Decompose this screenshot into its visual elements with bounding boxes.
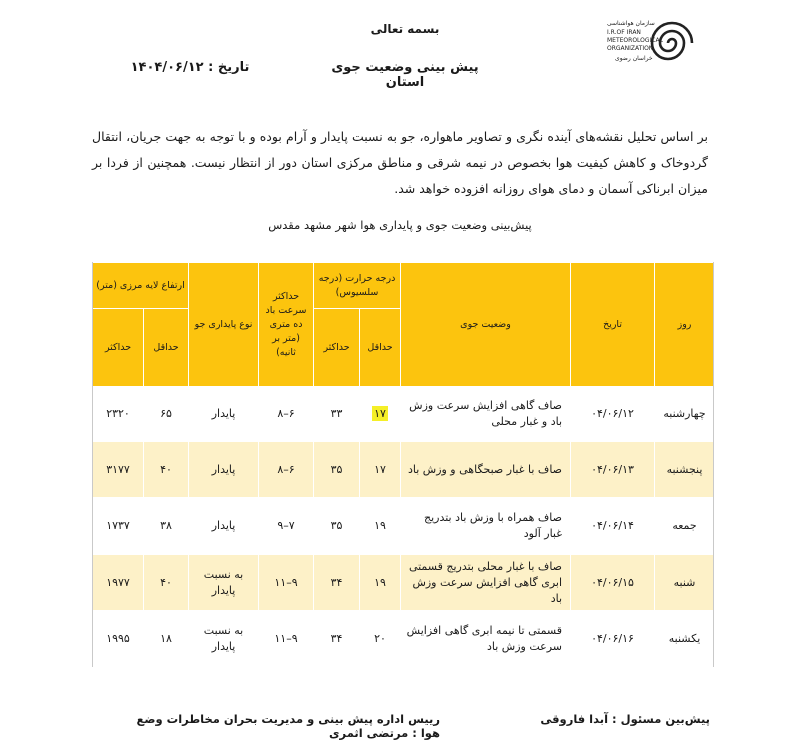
cell-temp-max: ۳۵ — [314, 442, 360, 498]
cell-mix-max: ۱۹۹۵ — [93, 611, 144, 668]
cell-mix-max: ۲۳۲۰ — [93, 387, 144, 442]
cell-stability: پایدار — [189, 387, 259, 442]
intro-paragraph: بر اساس تحلیل نقشه‌های آینده نگری و تصاویر ماهواره، جو به نسبت پایدار و آرام بوده و با توجه به جهت جریان، انتقال گردوخاک و کاهش کیفیت هوا بخصوص در نیمه شرقی و مناطق مرکزی استان دور از انتظار نیست. همچنین از فردا بر میزان ابرناکی آسمان و دمای هوای روزانه افزوده خواهد شد. — [92, 129, 708, 196]
logo-line-3: METEOROLOGICAL — [607, 37, 663, 44]
cell-date: ۰۴/۰۶/۱۳ — [571, 442, 655, 498]
meteorological-organization-logo — [605, 14, 695, 72]
cell-temp-min: ۱۹ — [360, 498, 401, 555]
department-head-name: مرتضی اثمری — [329, 726, 409, 740]
table-row — [93, 555, 715, 611]
cell-date: ۰۴/۰۶/۱۴ — [571, 498, 655, 555]
header-temp-min: حداقل — [360, 309, 401, 387]
date-label: تاریخ : — [208, 60, 250, 75]
cell-day: شنبه — [655, 555, 715, 611]
cell-day: جمعه — [655, 498, 715, 555]
bismillah-heading: بسمه تعالی — [370, 22, 440, 36]
cell-stability: به نسبت پایدار — [189, 555, 259, 611]
cell-stability: به نسبت پایدار — [189, 611, 259, 668]
cell-date: ۰۴/۰۶/۱۵ — [571, 555, 655, 611]
header-mixing-group: ارتفاع لایه مرزی (متر) — [93, 263, 189, 309]
date-value: ۱۴۰۴/۰۶/۱۲ — [130, 60, 204, 75]
cell-temp-min: ۱۹ — [360, 555, 401, 611]
logo-line-2: I.R.OF IRAN — [607, 29, 641, 36]
cell-temp-max: ۳۴ — [314, 611, 360, 668]
logo-line-5: خراسان رضوی — [615, 55, 653, 62]
cell-wind: ۹–۱۱ — [259, 611, 314, 668]
cell-mix-min: ۱۸ — [144, 611, 189, 668]
header-temperature-group: درجه حرارت (درجه سلسیوس) — [314, 263, 401, 309]
header-day: روز — [655, 263, 715, 387]
cell-mix-min: ۳۸ — [144, 498, 189, 555]
forecaster-signature-line — [515, 712, 710, 726]
cell-temp-min: ۱۷ — [360, 442, 401, 498]
cell-temp-max: ۳۴ — [314, 555, 360, 611]
forecast-table — [92, 262, 715, 668]
cell-mix-min: ۶۵ — [144, 387, 189, 442]
logo-line-4: ORGANIZATION — [607, 45, 654, 52]
page-title: پیش بینی وضعیت جوی استان — [331, 60, 479, 90]
header-temp-max: حداکثر — [314, 309, 360, 387]
cell-condition: صاف با غبار محلی بتدریج قسمتی ابری گاهی افزایش سرعت وزش باد — [401, 555, 571, 611]
header-date: تاریخ — [571, 263, 655, 387]
cell-date: ۰۴/۰۶/۱۲ — [571, 387, 655, 442]
table-row — [93, 611, 715, 668]
cell-condition: صاف همراه با وزش باد بتدریج غبار آلود — [401, 498, 571, 555]
highlighted-value: ۱۷ — [374, 407, 386, 420]
cell-wind: ۶–۸ — [259, 442, 314, 498]
cell-mix-max: ۱۹۷۷ — [93, 555, 144, 611]
date-line — [120, 60, 260, 75]
cell-stability: پایدار — [189, 498, 259, 555]
table-row — [93, 387, 715, 442]
cell-condition: قسمتی تا نیمه ابری گاهی افزایش سرعت وزش باد — [401, 611, 571, 668]
cell-temp-max: ۳۳ — [314, 387, 360, 442]
header-wind: حداکثر سرعت باد ده متری (متر بر ثانیه) — [259, 263, 314, 387]
cell-day: یکشنبه — [655, 611, 715, 668]
cell-day: چهارشنبه — [655, 387, 715, 442]
cell-wind: ۷–۹ — [259, 498, 314, 555]
cell-condition: صاف گاهی افزایش سرعت وزش باد و غبار محلی — [401, 387, 571, 442]
cell-stability: پایدار — [189, 442, 259, 498]
cell-date: ۰۴/۰۶/۱۶ — [571, 611, 655, 668]
department-head-label: رییس اداره پیش بینی و مدیریت بحران مخاطرات وضع هوا : — [136, 712, 440, 740]
cell-wind: ۶–۸ — [259, 387, 314, 442]
header-stability: نوع پایداری جو — [189, 263, 259, 387]
table-row — [93, 498, 715, 555]
table-caption: پیش‌بینی وضعیت جوی و پایداری هوا شهر مشهد مقدس — [268, 218, 532, 232]
table-row — [93, 442, 715, 498]
cell-temp-min: ۲۰ — [360, 611, 401, 668]
forecaster-name: آبدا فاروقی — [540, 712, 609, 726]
cell-mix-min: ۴۰ — [144, 555, 189, 611]
cell-temp-min — [360, 387, 401, 442]
cell-mix-max: ۳۱۷۷ — [93, 442, 144, 498]
cell-condition: صاف با غبار صبحگاهی و وزش باد — [401, 442, 571, 498]
header-mix-min: حداقل — [144, 309, 189, 387]
department-head-line — [120, 712, 440, 740]
header-condition: وضعیت جوی — [401, 263, 571, 387]
cell-mix-max: ۱۷۳۷ — [93, 498, 144, 555]
cell-wind: ۹–۱۱ — [259, 555, 314, 611]
cell-temp-max: ۳۵ — [314, 498, 360, 555]
logo-line-1: سازمان هواشناسی — [607, 20, 655, 27]
header-mix-max: حداکثر — [93, 309, 144, 387]
cell-day: پنجشنبه — [655, 442, 715, 498]
forecaster-label: پیش‌بین مسئول : — [612, 712, 710, 726]
cell-mix-min: ۴۰ — [144, 442, 189, 498]
